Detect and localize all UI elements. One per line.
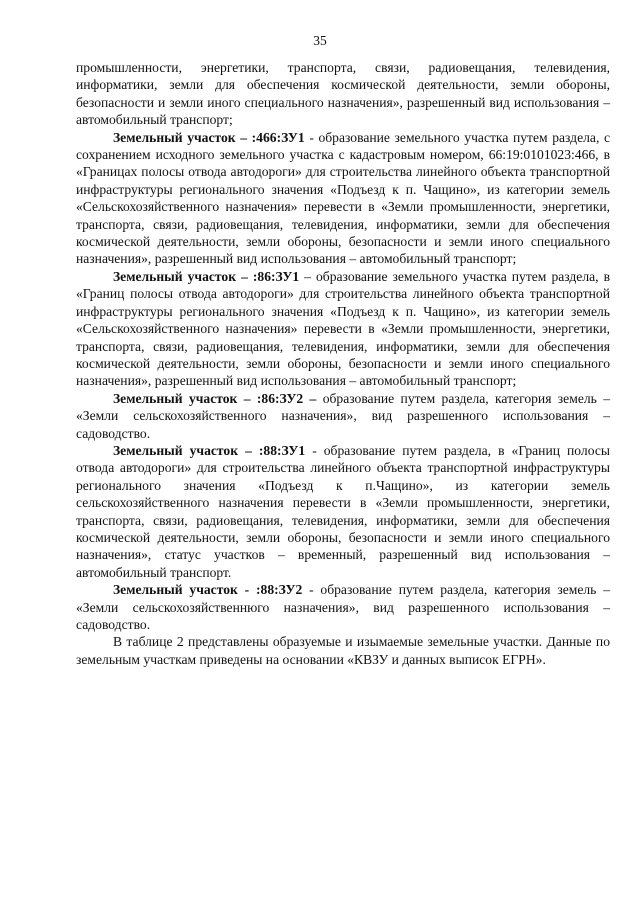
paragraph-plot-86-zu1: [76, 268, 610, 390]
plot-heading: Земельный участок – :466:ЗУ1: [113, 129, 305, 145]
page-number: 35: [313, 33, 327, 48]
paragraph-text: образование путем раздела, категория земель – «Земли сельскохозяйственного назначения», вид разрешенного использования – садоводство.: [76, 390, 610, 441]
paragraph-plot-86-zu2: [76, 390, 610, 442]
plot-heading: Земельный участок – :88:ЗУ1: [113, 442, 306, 458]
paragraph-text: - образование путем раздела, в «Границ полосы отвода автодороги» для строительства линейного объекта транспортной инфраструктуры регионального значения «Подъезд к п.Чащино», из категории земель сельскохозяйственного назначения перевести в «Земли промышленности, энергетики, транспорта, связи, радиовещания, телевидения, информатики, земли для обеспечения космической деятельности, земли обороны, безопасности и земли иного специального назначения», статус участков – временный, разрешенный вид использования – автомобильный транспорт.: [76, 442, 611, 580]
paragraph-table-reference: [76, 633, 610, 668]
document-body: [76, 59, 610, 668]
paragraph-continuation: [76, 59, 610, 129]
paragraph-text: - образование земельного участка путем раздела, с сохранением исходного земельного участка с кадастровым номером, 66:19:0101023:466, в «Границах полосы отвода автодороги» для строительства линейного объекта транспортной инфраструктуры регионального значения «Подъезд к п. Чащино», из категории земель «Сельскохозяйственного назначения» перевести в «Земли промышленности, энергетики, транспорта, связи, радиовещания, телевидения, информатики, земли для обеспечения космической деятельности, земли обороны, безопасности и земли иного специального назначения», разрешенный вид использования – автомобильный транспорт;: [76, 129, 610, 267]
paragraph-plot-88-zu1: [76, 442, 610, 581]
paragraph-text: промышленности, энергетики, транспорта, связи, радиовещания, телевидения, информатики, земли для обеспечения космической деятельности, земли обороны, безопасности и земли иного специального назначения», разрешенный вид использования – автомобильный транспорт;: [76, 60, 610, 128]
paragraph-text: В таблице 2 представлены образуемые и изымаемые земельные участки. Данные по земельным участкам приведены на основании «КВЗУ и данных выписок ЕГРН».: [76, 634, 610, 667]
plot-heading: Земельный участок – :86:ЗУ1: [113, 268, 300, 284]
paragraph-text: – образование земельного участка путем раздела, в «Границ полосы отвода автодороги» для строительства линейного объекта транспортной инфраструктуры регионального значения «Подъезд к п. Чащино», из категории земель «Сельскохозяйственного назначения» перевести в «Земли промышленности, энергетики, транспорта, связи, радиовещания, телевидения, информатики, земли для обеспечения космической деятельности, земли обороны, безопасности и земли иного специального назначения», разрешенный вид использования – автомобильный транспорт;: [76, 268, 611, 389]
paragraph-plot-88-zu2: [76, 581, 610, 633]
paragraph-text: - образование путем раздела, категория земель – «Земли сельскохозяйственнюго назначения», вид разрешенного использования – садоводство.: [76, 582, 610, 632]
plot-heading: Земельный участок – :86:ЗУ2 –: [113, 390, 317, 406]
paragraph-plot-466-zu1: [76, 129, 610, 268]
plot-heading: Земельный участок - :88:ЗУ2: [113, 582, 303, 598]
